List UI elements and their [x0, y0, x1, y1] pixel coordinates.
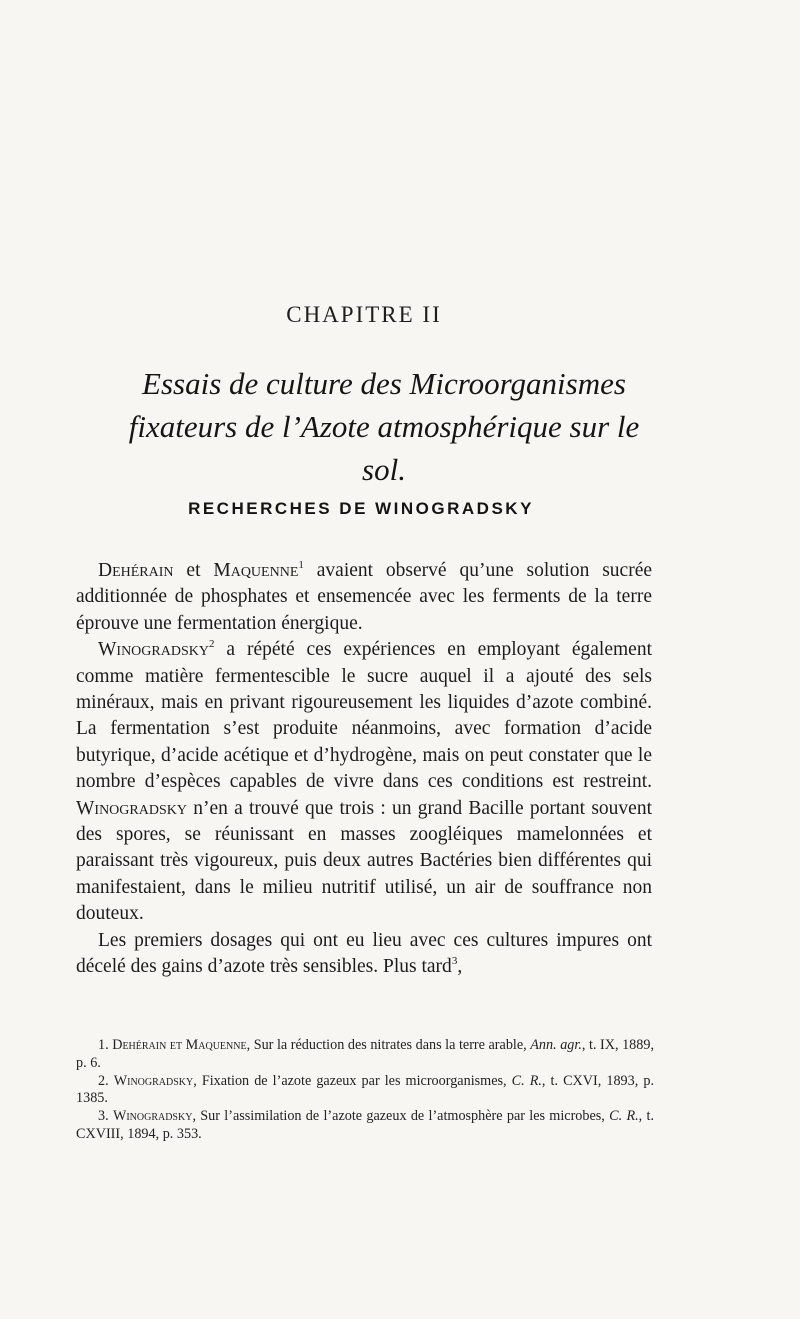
footnote-2: 2. Winogradsky, Fixation de l’azote gazeux par les microorganismes, C. R., t. CXVI, 1893, p. 1385. [76, 1072, 655, 1107]
footnotes [76, 1037, 654, 1144]
footnote-3: 3. Winogradsky, Sur l’assimilation de l’azote gazeux de l’atmosphère par les microbes, C. R., t. CXVIII, 1894, p. 353. [76, 1108, 654, 1142]
footnote-marker: 3 [451, 955, 458, 968]
chapter-title-line-2: fixateurs de l’Azote atmosphérique sur le sol. [128, 409, 640, 487]
paragraph-3: Les premiers dosages qui ont eu lieu avec ces cultures impures ont décelé des gains d’azote très sensibles. Plus tard$^3$, [76, 929, 652, 978]
author-name: Winogradsky [98, 639, 209, 661]
footnote-marker: 2 [208, 638, 215, 651]
author-name: Dehérain [98, 560, 174, 581]
section-heading: RECHERCHES DE WINOGRADSKY [188, 499, 534, 518]
paragraph-2: Winogradsky$^2$ a répété ces expériences en employant également comme matière fermentescible le sucre auquel il a ajouté des sels minéraux, mais en privant rigoureusement les liquides d’azote combiné. La fermentation s’est produite néanmoins, avec formation d’acide butyrique, d’acide acétique et d’hydrogène, mais on peut constater que le nombre d’espèces capables de vivre dans ces conditions est restreint. Winogradsky n’en a trouvé que trois : un grand Bacille portant souvent des spores, se réunissant en masses zoogléiques mamelonnées et paraissant très vigoureux, puis deux autres Bactéries bien différentes qui manifestaient, dans le milieu nutritif utilisé, un air de souffrance non douteux. [76, 638, 652, 925]
chapter-title [104, 362, 664, 491]
author-name: Winogradsky [76, 797, 187, 819]
chapter-heading: CHAPITRE II [286, 302, 442, 327]
footnote-marker: 1 [298, 559, 304, 571]
author-name: Maquenne [213, 560, 299, 581]
footnote-1: 1. Dehérain et Maquenne, Sur la réduction des nitrates dans la terre arable, Ann. agr., t. IX, 1889, p. 6. [76, 1037, 655, 1071]
body-text [76, 558, 652, 981]
chapter-title-line-1: Essais de culture des Microorganismes [142, 366, 626, 401]
paragraph-1: Dehérain et Maquenne$^1$ avaient observé qu’une solution sucrée additionnée de phosphates et ensemencée avec les ferments de la terre éprouve une fermentation énergique. [76, 559, 653, 634]
